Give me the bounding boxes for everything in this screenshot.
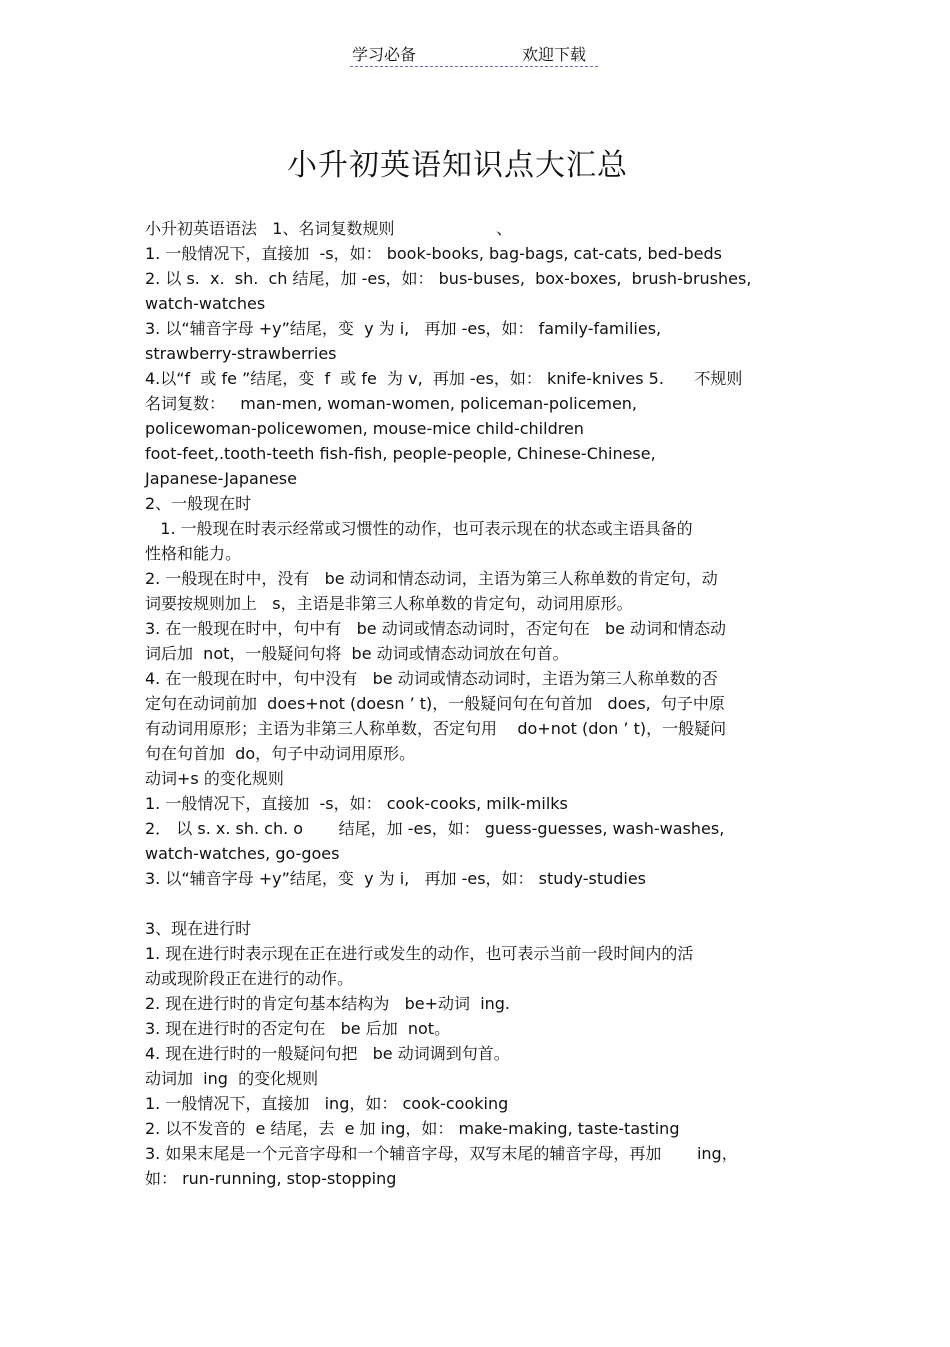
text-line: 3. 现在进行时的否定句在 be 后加 not。	[145, 1019, 451, 1038]
text-line: 有动词用原形；主语为非第三人称单数，否定句用 do+not (don ’ t)，一般疑问	[145, 719, 727, 738]
text-line: 定句在动词前加 does+not (doesn ’ t)，一般疑问句在句首加 does, 句子中原	[145, 694, 725, 713]
text-line: 3. 以“辅音字母 +y”结尾，变 y 为 i, 再加 -es，如： family-families,	[145, 319, 662, 338]
text-line: policewoman-policewomen, mouse-mice child-children	[145, 419, 584, 438]
text-line: 3. 如果末尾是一个元音字母和一个辅音字母，双写末尾的辅音字母，再加 ing，	[145, 1144, 738, 1163]
text-line: 1. 一般情况下，直接加 -s，如： cook-cooks, milk-milks	[145, 794, 568, 813]
text-line: 2. 一般现在时中，没有 be 动词和情态动词，主语为第三人称单数的肯定句，动	[145, 569, 718, 588]
text-line: 动词加 ing 的变化规则	[145, 1069, 319, 1088]
text-line: 小升初英语语法 1、名词复数规则 、	[145, 219, 513, 238]
header-right-text: 欢迎下载	[522, 45, 587, 64]
text-line: 动或现阶段正在进行的动作。	[145, 969, 354, 988]
text-line: 词要按规则加上 s，主语是非第三人称单数的肯定句，动词用原形。	[145, 594, 633, 613]
text-line: 4. 现在进行时的一般疑问句把 be 动词调到句首。	[145, 1044, 510, 1063]
text-line: 1. 现在进行时表示现在正在进行或发生的动作，也可表示当前一段时间内的活	[145, 944, 694, 963]
text-line: 4.以“f 或 fe ”结尾，变 f 或 fe 为 v, 再加 -es，如： knife-knives 5. 不规则	[145, 369, 743, 388]
text-line: watch-watches	[145, 294, 266, 313]
text-line: 名词复数： man-men, woman-women, policeman-policemen,	[145, 394, 638, 413]
text-line: foot-feet,.tooth-teeth fish-fish, people-people, Chinese-Chinese,	[145, 444, 656, 463]
text-line: 2. 现在进行时的肯定句基本结构为 be+动词 ing.	[145, 994, 511, 1013]
text-line: Japanese-Japanese	[145, 469, 297, 488]
text-line: 2、一般现在时	[145, 494, 252, 513]
text-line: 3. 在一般现在时中，句中有 be 动词或情态动词时，否定句在 be 动词和情态动	[145, 619, 727, 638]
header-left-text: 学习必备	[352, 45, 417, 64]
text-line: 2. 以不发音的 e 结尾，去 e 加 ing，如： make-making, taste-tasting	[145, 1119, 680, 1138]
text-line: 1. 一般情况下，直接加 ing，如： cook-cooking	[145, 1094, 509, 1113]
text-line	[145, 891, 810, 916]
text-line: 1. 一般现在时表示经常或习惯性的动作，也可表示现在的状态或主语具备的	[145, 519, 693, 538]
text-line: 性格和能力。	[145, 544, 242, 563]
text-line: watch-watches, go-goes	[145, 844, 340, 863]
text-line: strawberry-strawberries	[145, 344, 337, 363]
text-line: 2. 以 s. x. sh. ch 结尾，加 -es，如： bus-buses, box-boxes, brush-brushes,	[145, 269, 752, 288]
text-line: 动词+s 的变化规则	[145, 769, 284, 788]
text-line: 句在句首加 do，句子中动词用原形。	[145, 744, 416, 763]
page-header	[350, 40, 598, 67]
text-line: 3. 以“辅音字母 +y”结尾，变 y 为 i, 再加 -es，如： study-studies	[145, 869, 647, 888]
document-title: 小升初英语知识点大汇总	[287, 148, 628, 183]
text-line: 如： run-running, stop-stopping	[145, 1169, 397, 1188]
text-line: 词后加 not，一般疑问句将 be 动词或情态动词放在句首。	[145, 644, 569, 663]
text-line: 4. 在一般现在时中，句中没有 be 动词或情态动词时，主语为第三人称单数的否	[145, 669, 718, 688]
text-line: 3、现在进行时	[145, 919, 252, 938]
text-line: 1. 一般情况下，直接加 -s，如： book-books, bag-bags, cat-cats, bed-beds	[145, 244, 722, 263]
document-body	[145, 216, 810, 1191]
text-line: 2． 以 s. x. sh. ch. o 结尾，加 -es，如： guess-guesses, wash-washes,	[145, 819, 725, 838]
